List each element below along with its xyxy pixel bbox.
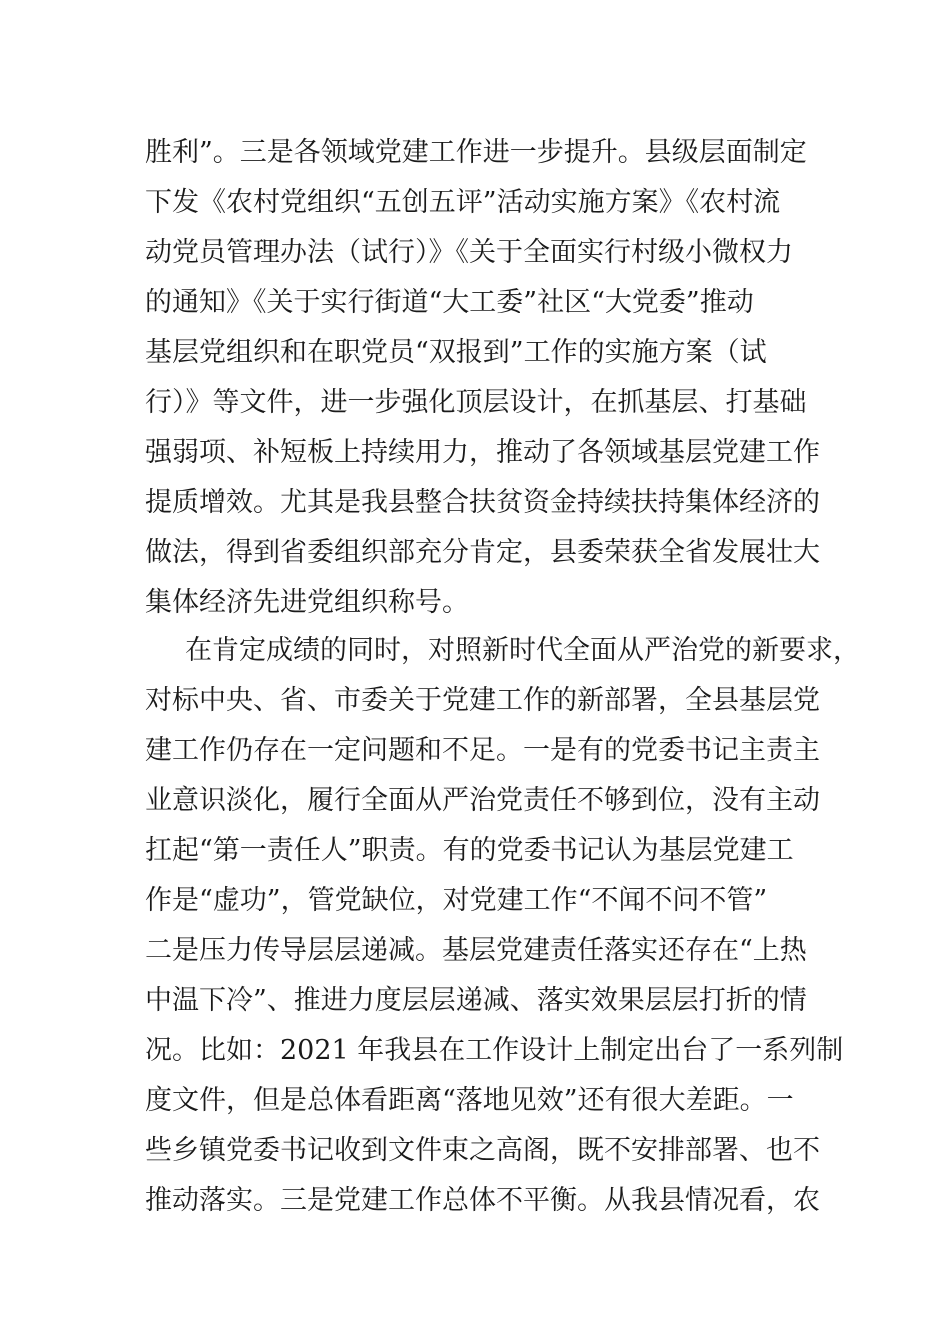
text-line: 扛起“第一责任人”职责。有的党委书记认为基层党建工 (145, 835, 794, 866)
text-line: 推动落实。三是党建工作总体不平衡。从我县情况看，农 (145, 1185, 820, 1216)
text-line: 中温下冷”、推进力度层层递减、落实效果层层打折的情 (145, 985, 807, 1016)
text-line: 基层党组织和在职党员“双报到”工作的实施方案（试 (145, 337, 767, 368)
text-line: 动党员管理办法（试行）》《关于全面实行村级小微权力 (145, 237, 793, 268)
text-line: 建工作仍存在一定问题和不足。一是有的党委书记主责主 (145, 735, 820, 766)
text-line: 况。比如：2021 年我县在工作设计上制定出台了一系列制 (145, 1035, 844, 1066)
paragraph-1 (145, 128, 820, 628)
text-line: 强弱项、补短板上持续用力，推动了各领域基层党建工作 (145, 437, 820, 468)
text-line: 对标中央、省、市委关于党建工作的新部署，全县基层党 (145, 685, 820, 716)
text-line: 作是“虚功”，管党缺位，对党建工作“不闻不问不管” (145, 885, 768, 916)
text-line: 二是压力传导层层递减。基层党建责任落实还存在“上热 (145, 935, 807, 966)
text-line: 胜利”。三是各领域党建工作进一步提升。县级层面制定 (145, 137, 807, 168)
text-line: 在肯定成绩的同时，对照新时代全面从严治党的新要求， (185, 635, 860, 666)
text-line: 度文件，但是总体看距离“落地见效”还有很大差距。一 (145, 1085, 794, 1116)
paragraph-2 (145, 626, 860, 1226)
text-line: 些乡镇党委书记收到文件束之高阁，既不安排部署、也不 (145, 1135, 820, 1166)
text-line: 的通知》《关于实行街道“大工委”社区“大党委”推动 (145, 287, 754, 318)
text-line: 提质增效。尤其是我县整合扶贫资金持续扶持集体经济的 (145, 487, 820, 518)
text-line: 集体经济先进党组织称号。 (145, 587, 469, 618)
text-line: 业意识淡化，履行全面从严治党责任不够到位，没有主动 (145, 785, 820, 816)
text-line: 行）》等文件，进一步强化顶层设计，在抓基层、打基础 (145, 387, 807, 418)
text-line: 做法，得到省委组织部充分肯定，县委荣获全省发展壮大 (145, 537, 820, 568)
text-line: 下发《农村党组织“五创五评”活动实施方案》《农村流 (145, 187, 781, 218)
